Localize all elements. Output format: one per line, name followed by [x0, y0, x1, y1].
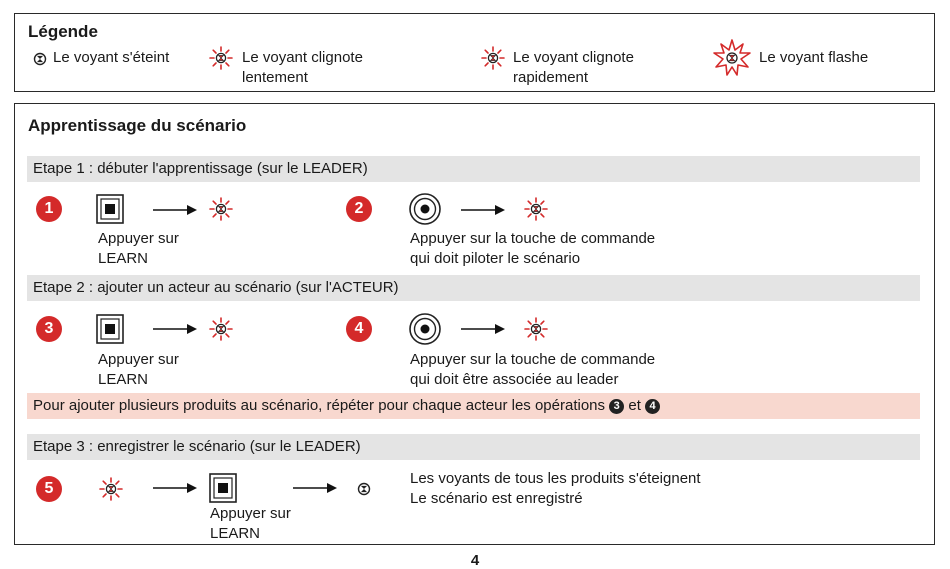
led-blink-slow-icon: [208, 45, 234, 71]
op1-text: Appuyer sur LEARN: [98, 230, 179, 267]
op2-text: Appuyer sur la touche de commande qui doit piloter le scénario: [410, 230, 656, 267]
op5-badge: 5: [36, 476, 62, 502]
learn-button-icon: [96, 314, 126, 346]
ref-badge-4: 4: [645, 399, 660, 414]
led-off-icon: [32, 51, 48, 67]
legend-label-flash: Le voyant flashe: [759, 49, 869, 66]
led-blink-slow-icon: [208, 196, 234, 222]
legend-label-fast: Le voyant clignote rapidement: [513, 49, 634, 86]
op1-badge: 1: [36, 196, 62, 222]
learn-button-icon: [96, 194, 126, 226]
command-button-icon: [408, 192, 442, 226]
ref-badge-3: 3: [609, 399, 624, 414]
page-number: 4: [470, 552, 480, 569]
note-band: [27, 393, 920, 419]
step3-header: Etape 3 : enregistrer le scénario (sur le LEADER): [27, 434, 920, 460]
led-blink-fast-icon: [523, 316, 549, 342]
op5-result: Les voyants de tous les produits s'éteignent Le scénario est enregistré: [410, 470, 701, 507]
op3-text: Appuyer sur LEARN: [98, 351, 179, 388]
op4-badge: 4: [346, 316, 372, 342]
learn-button-icon: [209, 473, 239, 505]
step1-header: Etape 1 : débuter l'apprentissage (sur le LEADER): [27, 156, 920, 182]
command-button-icon: [408, 312, 442, 346]
led-flash-icon: [712, 38, 752, 78]
arrow-right-icon: [152, 481, 202, 495]
led-blink-fast-icon: [98, 476, 124, 502]
op2-badge: 2: [346, 196, 372, 222]
note-text: Pour ajouter plusieurs produits au scénario, répéter pour chaque acteur les opérations: [33, 397, 606, 414]
op4-text: Appuyer sur la touche de commande qui doit être associée au leader: [410, 351, 656, 388]
op5-text: Appuyer sur LEARN: [210, 505, 291, 542]
arrow-right-icon: [152, 203, 202, 217]
step2-header: Etape 2 : ajouter un acteur au scénario (sur l'ACTEUR): [27, 275, 920, 301]
legend-title: Légende: [28, 22, 98, 41]
arrow-right-icon: [460, 203, 510, 217]
op3-badge: 3: [36, 316, 62, 342]
arrow-right-icon: [292, 481, 342, 495]
led-blink-fast-icon: [523, 196, 549, 222]
arrow-right-icon: [152, 322, 202, 336]
led-off-icon: [356, 481, 372, 497]
arrow-right-icon: [460, 322, 510, 336]
note-and: et: [628, 397, 641, 414]
legend-label-off: Le voyant s'éteint: [53, 49, 170, 66]
section-title: Apprentissage du scénario: [28, 116, 247, 135]
legend-label-slow: Le voyant clignote lentement: [242, 49, 363, 86]
led-blink-slow-icon: [208, 316, 234, 342]
led-blink-fast-icon: [480, 45, 506, 71]
